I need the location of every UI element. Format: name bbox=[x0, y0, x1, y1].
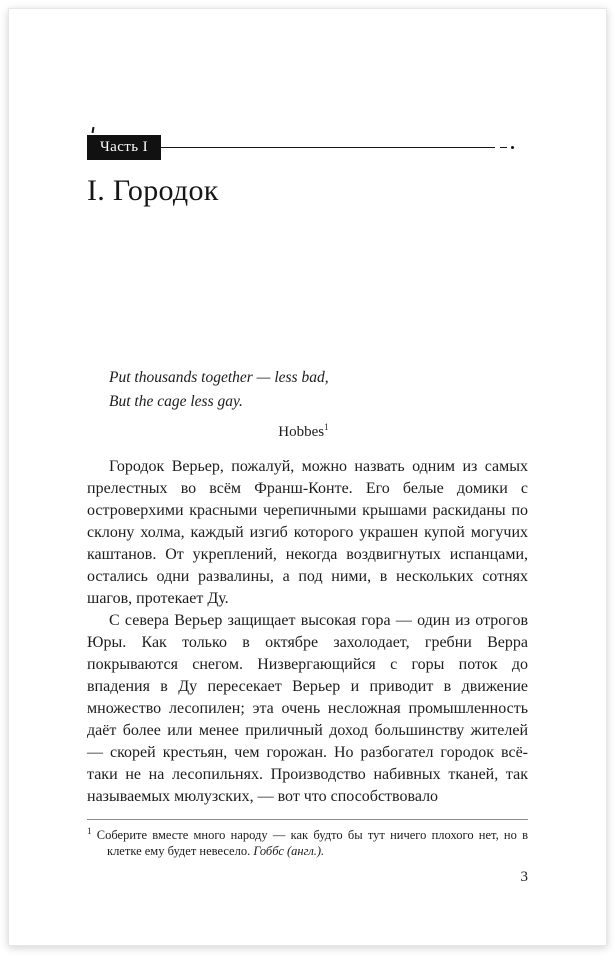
rule-dash-icon bbox=[500, 147, 507, 148]
footnote-text: Соберите вместе много народу — как будто бы тут ничего плохого нет, но в клетке ему будет невесело. bbox=[96, 828, 529, 858]
epigraph-line: Put thousands together — less bad, bbox=[109, 369, 329, 386]
footnotes-section bbox=[87, 813, 528, 859]
epigraph bbox=[109, 366, 329, 444]
paragraph: Городок Верьер, пожалуй, можно назвать одним из самых прелестных во всём Франш-Конте. Его белые домики с островерхими красными черепичными крышами раскиданы по склону холма, каждый изгиб которого украшен купой могучих каштанов. От укреплений, некогда воздвигнутых испанцами, остались одни развалины, а под ними, в нескольких сотнях шагов, протекает Ду. bbox=[87, 458, 528, 607]
book-page bbox=[8, 8, 607, 946]
paragraph: С севера Верьер защищает высокая гора — один из отрогов Юры. Как только в октябре захолодает, гребни Верра покрываются снегом. Низвергающийся с горы поток до впадения в Ду пересекает Верьер и приводит в движение множество лесопилен; эта очень несложная промышленность даёт более или менее приличный доход большинству жителей — скорей крестьян, чем горожан. Но разбогател городок всё-таки не на лесопильнях. Производство набивных тканей, так называемых мюлузских, — вот что способствовало bbox=[87, 612, 528, 805]
footnote bbox=[87, 827, 528, 859]
decorative-tick-icon bbox=[91, 127, 94, 133]
page-content bbox=[9, 135, 606, 808]
body-text bbox=[87, 456, 528, 808]
footnote-marker: 1 bbox=[87, 825, 92, 836]
chapter-title: I. Городок bbox=[87, 174, 219, 207]
part-label: Часть I bbox=[100, 139, 149, 155]
rule-dot-icon bbox=[511, 146, 514, 149]
footnote-ref: 1 bbox=[324, 422, 329, 432]
epigraph-block bbox=[87, 366, 528, 444]
epigraph-attribution bbox=[109, 420, 329, 444]
page-number: 3 bbox=[520, 869, 528, 885]
epigraph-line: But the cage less gay. bbox=[109, 393, 243, 410]
header-rule bbox=[161, 147, 495, 148]
footnote-source: Гоббс (англ.). bbox=[253, 844, 325, 858]
page-header bbox=[87, 135, 528, 208]
attribution-name: Hobbes bbox=[278, 424, 325, 440]
part-badge bbox=[87, 135, 161, 160]
footnote-separator bbox=[87, 819, 528, 820]
part-header-row bbox=[87, 135, 528, 160]
